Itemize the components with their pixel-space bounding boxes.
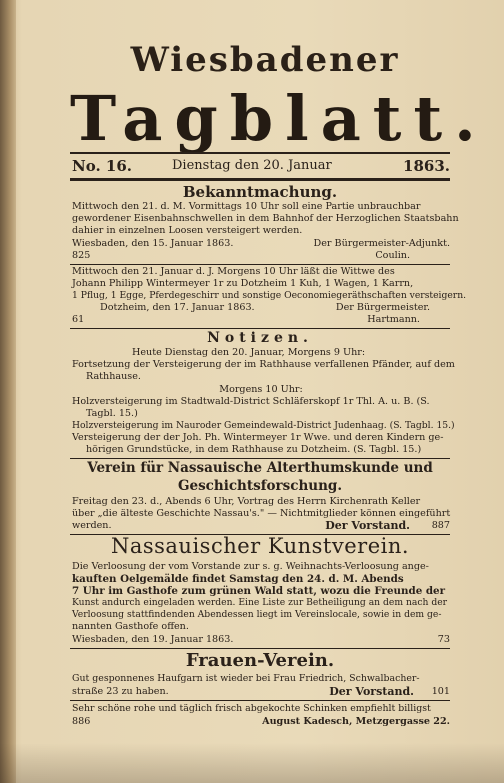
issue-date: Dienstag den 20. Januar: [172, 158, 332, 173]
dateline: [72, 157, 450, 177]
notizen-line-3: Rathhause.: [86, 371, 141, 382]
kunstverein-line-4: Kunst andurch eingeladen werden. Eine Liste zur Betheiligung an dem nach der: [72, 597, 448, 608]
kunstverein-line-6: nannten Gasthofe offen.: [72, 621, 189, 632]
notice1-number-row: [72, 250, 450, 262]
notizen-line-1: Heute Dienstag den 20. Januar, Morgens 9 Uhr:: [132, 347, 366, 358]
schinken-number: 886: [72, 716, 91, 727]
kunstverein-heading: Nassauischer Kunstverein.: [110, 534, 410, 558]
notice2-signer-name: Hartmann.: [367, 314, 420, 325]
notizen-line2-2: Tagbl. 15.): [86, 408, 138, 419]
notice2-place-date: Dotzheim, den 17. Januar 1863.: [100, 302, 255, 313]
notice1-place-date: Wiesbaden, den 15. Januar 1863.: [72, 238, 234, 249]
notice2-line-3: 1 Pflug, 1 Egge, Pferdegeschirr und sonstige Oeconomiegeräthschaften versteigern.: [72, 290, 467, 301]
notice2-signer-title: Der Bürgermeister.: [335, 302, 430, 313]
page-shadow: [0, 743, 504, 783]
frauen-signer: Der Vorstand.: [329, 685, 414, 698]
notizen-line2-5: hörigen Grundstücke, in dem Rathhause zu Dotzheim. (S. Tagbl. 15.): [86, 444, 422, 455]
kunstverein-line-3: 7 Uhr im Gasthofe zum grünen Wald statt, wozu die Freunde der: [72, 585, 446, 597]
verein-line-1: Freitag den 23. d., Abends 6 Uhr, Vortrag des Herrn Kirchenrath Keller: [72, 496, 421, 507]
verein-heading-2: Geschichtsforschung.: [177, 478, 343, 494]
kunstverein-line-2: kauften Oelgemälde findet Samstag den 24. d. M. Abends: [72, 573, 404, 585]
kunstverein-place-date: Wiesbaden, den 19. Januar 1863.: [72, 634, 234, 645]
masthead-title-top: Wiesbadener: [130, 40, 400, 80]
verein-signer: Der Vorstand.: [325, 519, 410, 532]
kunstverein-signature-row: [72, 634, 450, 646]
notice1-heading: Bekanntmachung.: [182, 183, 338, 201]
notizen-line2-3: Holzversteigerung im Nauroder Gemeindewald-District Judenhaag. (S. Tagbl. 15.): [72, 420, 455, 431]
notice1-signer-name: Coulin.: [375, 250, 410, 261]
notice1-line-2: gewordener Eisenbahnschwellen in dem Bahnhof der Herzoglichen Staatsbahn: [72, 213, 459, 224]
verein-line-3: werden.: [72, 520, 112, 531]
schinken-name: August Kadesch, Metzgergasse 22.: [262, 716, 450, 727]
notice2-line-2: Johann Philipp Wintermeyer 1r zu Dotzheim 1 Kuh, 1 Wagen, 1 Karrn,: [72, 278, 414, 289]
divider: [70, 700, 450, 701]
notizen-line2-1: Holzversteigerung im Stadtwald-District Schläferskopf 1r Thl. A. u. B. (S.: [72, 396, 430, 407]
frauen-line-2: straße 23 zu haben.: [72, 686, 169, 697]
divider: [70, 648, 450, 649]
notice2-number: 61: [72, 314, 85, 325]
notice2-number-row: [72, 314, 450, 326]
notice2-line-1: Mittwoch den 21. Januar d. J. Morgens 10 Uhr läßt die Wittwe des: [72, 266, 395, 277]
kunstverein-number: 73: [437, 634, 450, 645]
frauen-signature-row: [72, 686, 450, 698]
issue-number: No. 16.: [72, 157, 132, 175]
verein-number: 887: [431, 520, 450, 531]
verein-line-2: über „die älteste Geschichte Nassau's." — Nichtmitglieder können eingeführt: [72, 508, 451, 519]
notice1-line-3: dahier in einzelnen Loosen versteigert werden.: [72, 225, 303, 236]
notice2-signature-row: [72, 302, 450, 314]
notizen-line2-4: Versteigerung der der Joh. Ph. Wintermeyer 1r Wwe. und deren Kindern ge-: [72, 432, 444, 443]
kunstverein-line-1: Die Verloosung der vom Vorstande zur s. g. Weihnachts-Verloosung ange-: [72, 561, 429, 572]
verein-signature-row: [72, 520, 450, 532]
issue-year: 1863.: [403, 157, 450, 175]
verein-heading-1: Verein für Nassauische Alterthumskunde und: [87, 460, 433, 476]
masthead-rule-bottom: [70, 178, 450, 181]
divider: [70, 458, 450, 459]
frauen-number: 101: [431, 686, 450, 697]
masthead-rule-top: [70, 152, 450, 154]
divider: [70, 264, 450, 265]
frauen-line-1: Gut gesponnenes Haufgarn ist wieder bei Frau Friedrich, Schwalbacher-: [72, 673, 420, 684]
notizen-line-2: Fortsetzung der Versteigerung der im Rathhause verfallenen Pfänder, auf dem: [72, 359, 455, 370]
frauen-heading: Frauen-Verein.: [185, 650, 335, 671]
schinken-signature-row: [72, 716, 450, 728]
schinken-line-1: Sehr schöne rohe und täglich frisch abgekochte Schinken empfiehlt billigst: [72, 703, 431, 714]
notice1-number: 825: [72, 250, 91, 261]
kunstverein-line-5: Verloosung stattfindenden Abendessen liegt im Vereinslocale, sowie in dem ge-: [72, 609, 442, 620]
notice1-line-1: Mittwoch den 21. d. M. Vormittags 10 Uhr soll eine Partie unbrauchbar: [72, 201, 421, 212]
notice1-signature-row: [72, 238, 450, 250]
notice1-signer-title: Der Bürgermeister-Adjunkt.: [313, 238, 450, 249]
notizen-heading: Notizen.: [207, 330, 313, 346]
masthead-title-main: Tagblatt.: [70, 82, 488, 155]
notizen-sub: Morgens 10 Uhr:: [219, 384, 303, 395]
book-spine: [0, 0, 16, 783]
divider: [70, 328, 450, 329]
